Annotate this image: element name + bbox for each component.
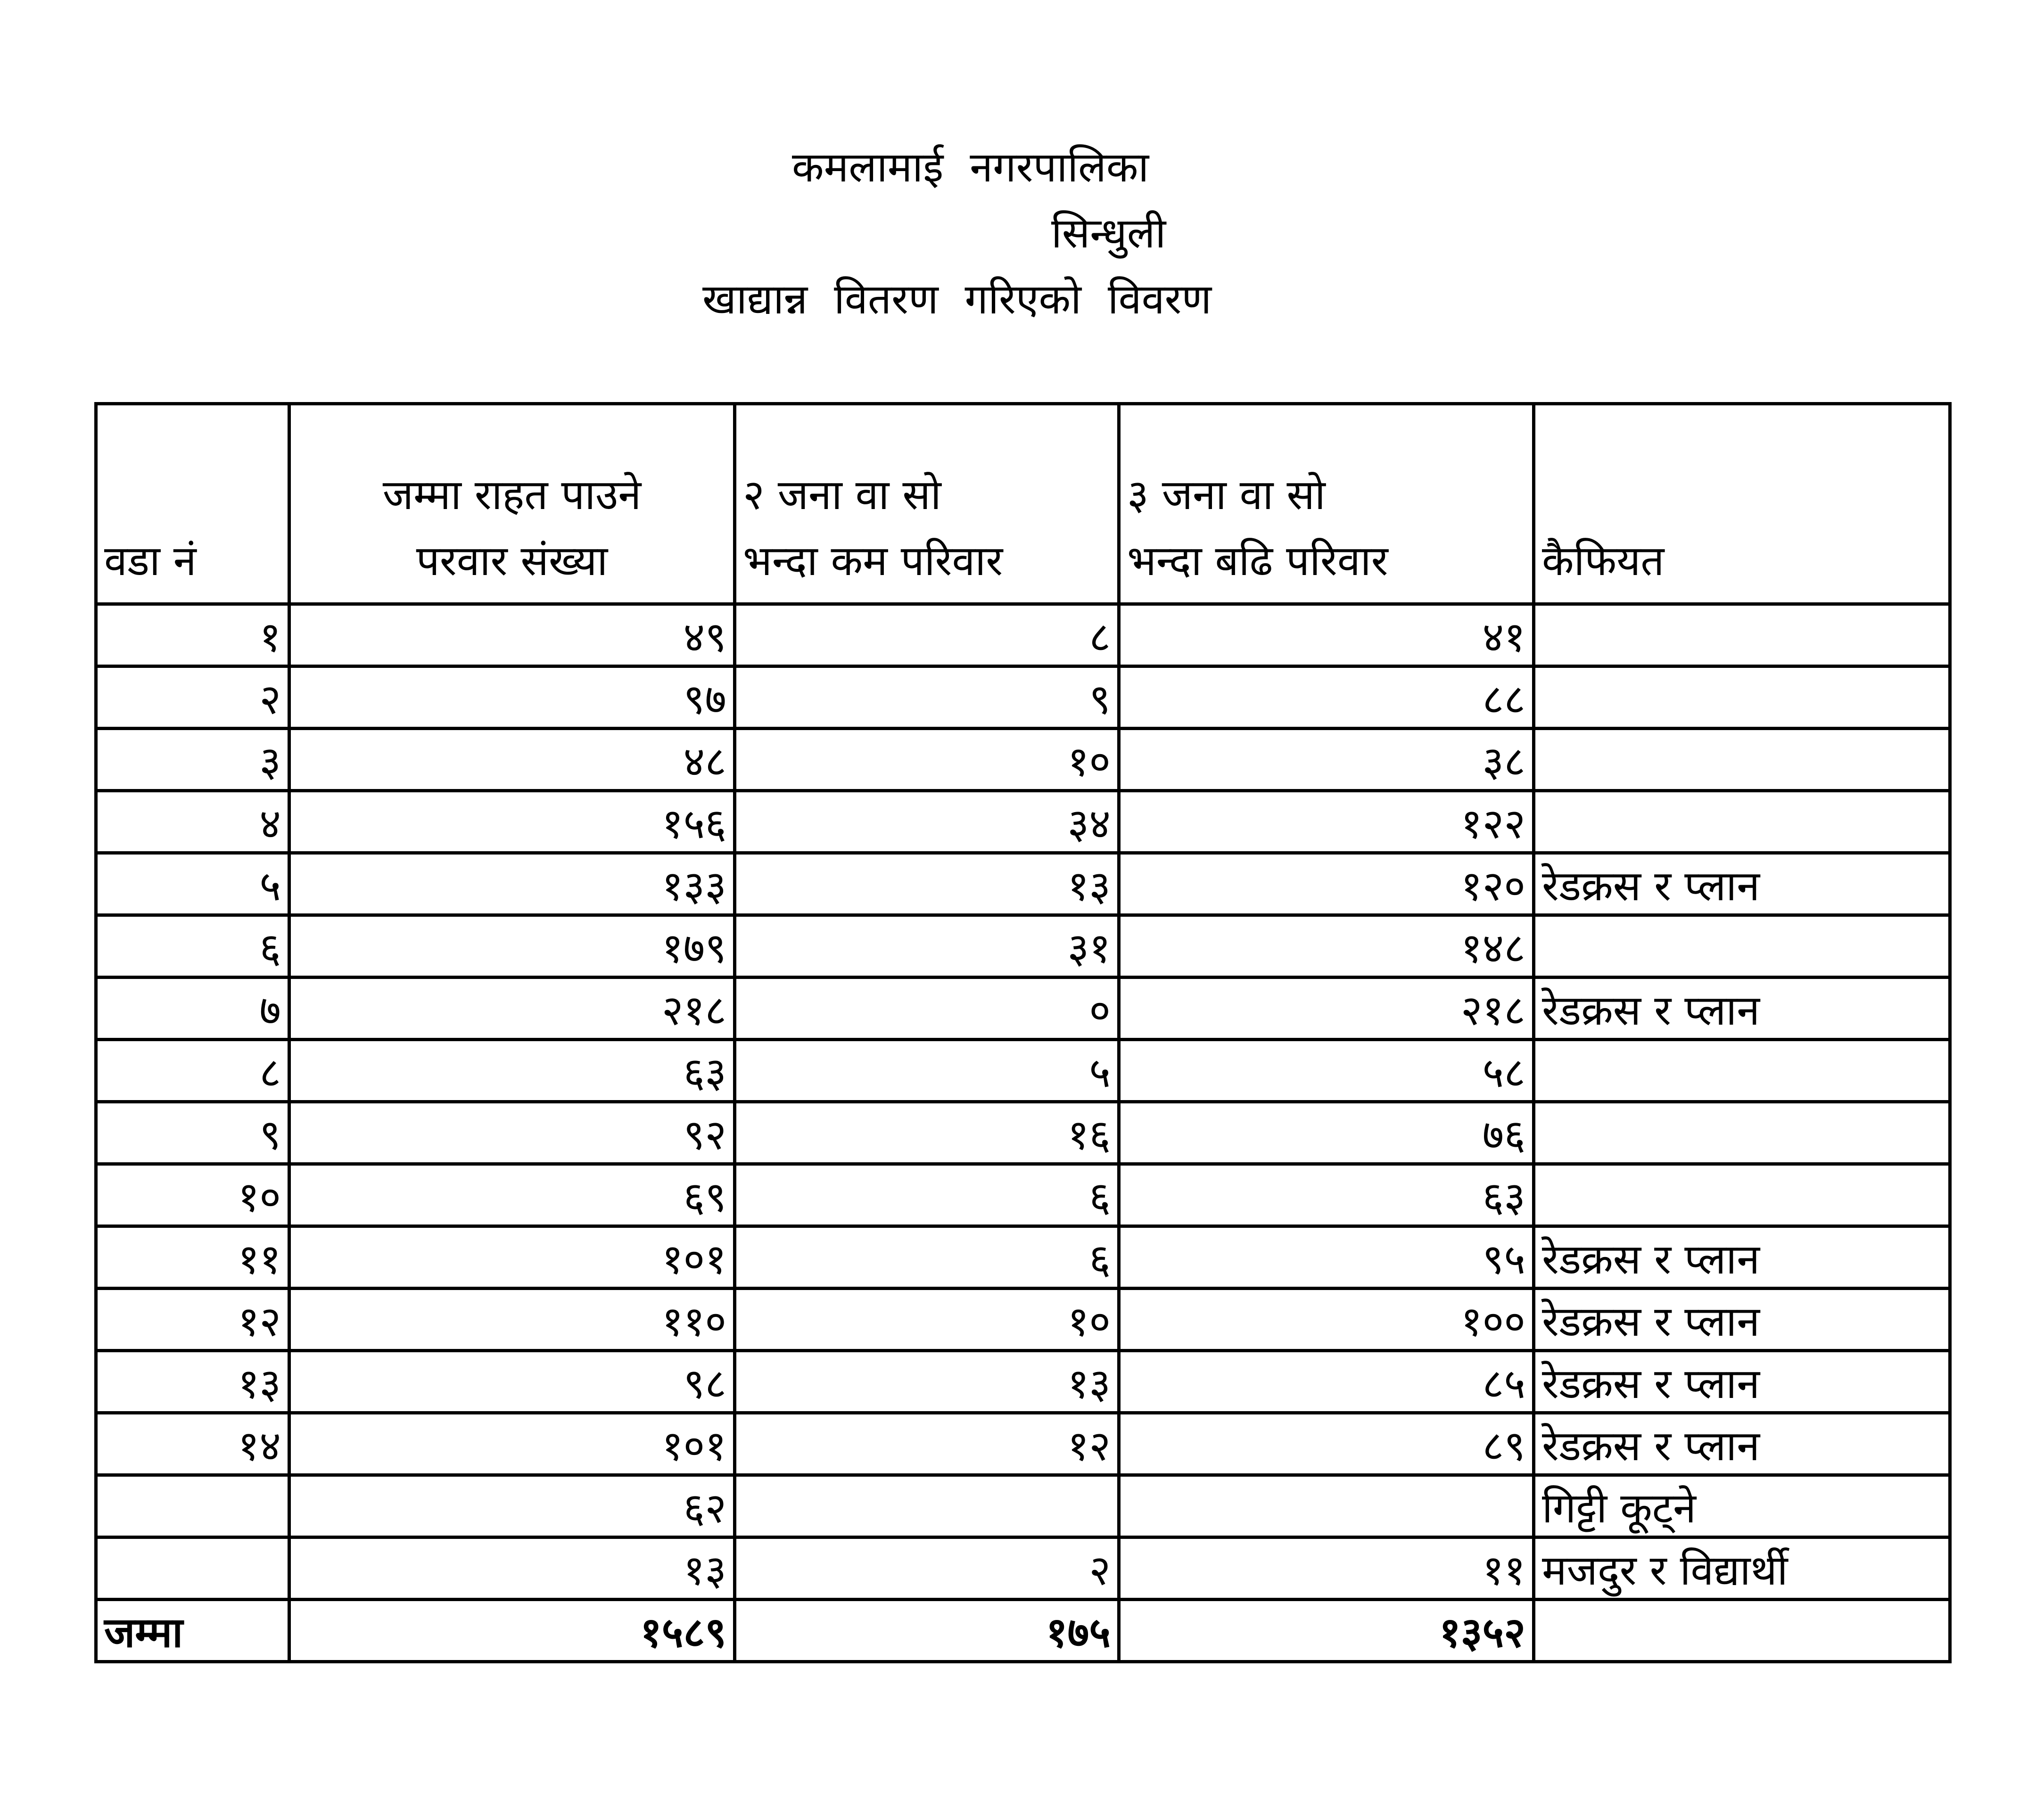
less-cell: ०	[735, 978, 1119, 1040]
remarks-cell: मजदुर र विद्यार्थी	[1534, 1537, 1950, 1600]
header-total-families-line1: जम्मा राहत पाउने	[382, 470, 642, 519]
ward-cell: ५	[96, 853, 289, 915]
ward-cell: २	[96, 666, 289, 729]
header-total-families-line2: परवार संख्या	[416, 536, 608, 585]
header-more-members	[1119, 404, 1534, 604]
more-cell: ८९	[1119, 1413, 1534, 1475]
table-row	[96, 1102, 1950, 1164]
total-cell: ४९	[289, 604, 735, 666]
more-cell: ४१	[1119, 604, 1534, 666]
remarks-cell: रेडक्रस र प्लान	[1534, 1351, 1950, 1413]
grand-more-cell: १३५२	[1119, 1600, 1534, 1662]
table-row	[96, 1475, 1950, 1537]
ward-cell: ९	[96, 1102, 289, 1164]
more-cell: ८५	[1119, 1351, 1534, 1413]
more-cell: ३८	[1119, 729, 1534, 791]
total-cell: ९८	[289, 1351, 735, 1413]
more-cell: ९५	[1119, 1226, 1534, 1289]
header-total-families	[289, 404, 735, 604]
less-cell: ६	[735, 1164, 1119, 1226]
table-row	[96, 1226, 1950, 1289]
total-cell: १३	[289, 1537, 735, 1600]
municipality-name: कमलामाई नगरपालिका	[792, 143, 1149, 191]
table-row	[96, 853, 1950, 915]
report-title: खाद्यान्न वितरण गरिएको विवरण	[702, 275, 1212, 323]
less-cell: ३१	[735, 915, 1119, 978]
remarks-cell: रेडक्रस र प्लान	[1534, 978, 1950, 1040]
less-cell: ९	[735, 666, 1119, 729]
total-cell: ६२	[289, 1475, 735, 1537]
table-row	[96, 729, 1950, 791]
table-row	[96, 1537, 1950, 1600]
grand-remarks-cell	[1534, 1600, 1950, 1662]
ward-cell: ४	[96, 791, 289, 853]
total-cell: १०१	[289, 1413, 735, 1475]
ward-cell: १०	[96, 1164, 289, 1226]
total-cell: ११०	[289, 1289, 735, 1351]
more-cell: ११	[1119, 1537, 1534, 1600]
less-cell: ६	[735, 1226, 1119, 1289]
remarks-cell: रेडक्रस र प्लान	[1534, 1226, 1950, 1289]
less-cell: १३	[735, 1351, 1119, 1413]
table-row	[96, 1351, 1950, 1413]
total-cell: २१८	[289, 978, 735, 1040]
less-cell: १२	[735, 1413, 1119, 1475]
remarks-cell	[1534, 1164, 1950, 1226]
table-row	[96, 915, 1950, 978]
ward-cell: ६	[96, 915, 289, 978]
total-cell: १३३	[289, 853, 735, 915]
less-cell: १३	[735, 853, 1119, 915]
header-remarks-line1: कैफियत	[1542, 536, 1665, 585]
total-cell: ४८	[289, 729, 735, 791]
table-row	[96, 1413, 1950, 1475]
more-cell: १२२	[1119, 791, 1534, 853]
less-cell: ५	[735, 1040, 1119, 1102]
table-row	[96, 1289, 1950, 1351]
remarks-cell	[1534, 1040, 1950, 1102]
grand-total-cell: १५८९	[289, 1600, 735, 1662]
more-cell: ५८	[1119, 1040, 1534, 1102]
more-cell: १००	[1119, 1289, 1534, 1351]
table-row	[96, 604, 1950, 666]
header-fewer-members-line2: भन्दा कम परिवार	[743, 536, 1003, 585]
total-label: जम्मा	[96, 1600, 289, 1662]
ward-cell: ३	[96, 729, 289, 791]
more-cell	[1119, 1475, 1534, 1537]
header-fewer-members-line1: २ जना वा सो	[743, 470, 941, 519]
remarks-cell: रेडक्रस र प्लान	[1534, 853, 1950, 915]
table-row	[96, 666, 1950, 729]
header-more-members-line1: ३ जना वा सो	[1127, 470, 1326, 519]
ward-cell: १२	[96, 1289, 289, 1351]
table-header-row	[96, 404, 1950, 604]
more-cell: ६३	[1119, 1164, 1534, 1226]
table-row	[96, 1040, 1950, 1102]
ward-cell: १	[96, 604, 289, 666]
table-body	[96, 604, 1950, 1662]
ward-cell: ११	[96, 1226, 289, 1289]
remarks-cell: रेडक्रस र प्लान	[1534, 1289, 1950, 1351]
more-cell: २१८	[1119, 978, 1534, 1040]
remarks-cell: रेडक्रस र प्लान	[1534, 1413, 1950, 1475]
header-fewer-members	[735, 404, 1119, 604]
grand-less-cell: १७५	[735, 1600, 1119, 1662]
remarks-cell: गिट्टी कूट्ने	[1534, 1475, 1950, 1537]
table-row	[96, 1164, 1950, 1226]
remarks-cell	[1534, 604, 1950, 666]
ward-cell: १३	[96, 1351, 289, 1413]
total-cell: १०१	[289, 1226, 735, 1289]
less-cell: २	[735, 1537, 1119, 1600]
total-cell: ९७	[289, 666, 735, 729]
more-cell: ७६	[1119, 1102, 1534, 1164]
ward-cell: १४	[96, 1413, 289, 1475]
less-cell	[735, 1475, 1119, 1537]
more-cell: ८८	[1119, 666, 1534, 729]
ward-cell: ७	[96, 978, 289, 1040]
more-cell: १४८	[1119, 915, 1534, 978]
total-cell: ६३	[289, 1040, 735, 1102]
total-cell: १७९	[289, 915, 735, 978]
header-ward-no	[96, 404, 289, 604]
less-cell: ३४	[735, 791, 1119, 853]
remarks-cell	[1534, 729, 1950, 791]
header-remarks	[1534, 404, 1950, 604]
district-name: सिन्धुली	[1051, 209, 1166, 257]
table-row	[96, 978, 1950, 1040]
ward-cell	[96, 1537, 289, 1600]
table-row	[96, 791, 1950, 853]
less-cell: १०	[735, 729, 1119, 791]
remarks-cell	[1534, 666, 1950, 729]
less-cell: ८	[735, 604, 1119, 666]
less-cell: १०	[735, 1289, 1119, 1351]
ward-cell	[96, 1475, 289, 1537]
less-cell: १६	[735, 1102, 1119, 1164]
total-cell: ६९	[289, 1164, 735, 1226]
food-distribution-table	[94, 402, 1952, 1663]
remarks-cell	[1534, 791, 1950, 853]
total-cell: ९२	[289, 1102, 735, 1164]
total-cell: १५६	[289, 791, 735, 853]
remarks-cell	[1534, 1102, 1950, 1164]
total-row	[96, 1600, 1950, 1662]
remarks-cell	[1534, 915, 1950, 978]
header-more-members-line2: भन्दा बढि परिवार	[1127, 536, 1388, 585]
more-cell: १२०	[1119, 853, 1534, 915]
ward-cell: ८	[96, 1040, 289, 1102]
header-ward-no-line1: वडा नं	[104, 536, 197, 585]
